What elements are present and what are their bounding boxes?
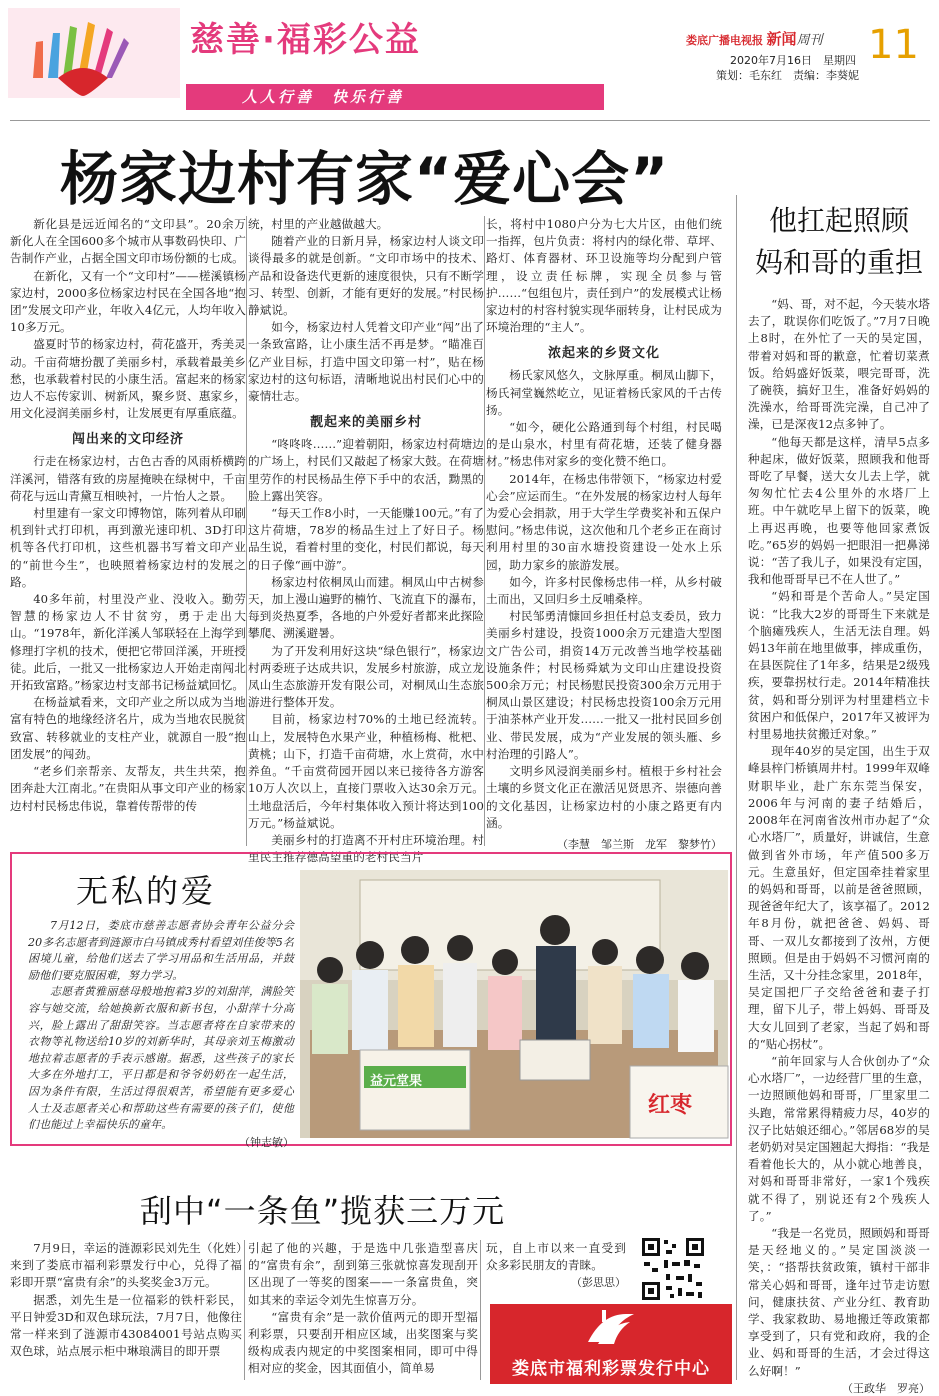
- paragraph: 长，将村中1080户分为七大片区，由他们统一指挥，包片负责：将村内的绿化带、草坪、路灯、体育器材、环卫设施等均分配到户管理，设立责任标牌，实现全员参与管护……“包组包片，责任到户”的发展模式让杨家边村的村容村貌实现华丽转身，让村民成为环境治理的“主人”。: [486, 217, 722, 335]
- paragraph: “前年回家与人合伙创办了“众心水塔厂”，一边经营厂里的生意，一边照顾他妈和哥哥，厂里家里二头跑，常常累得精疲力尽，40岁的汉子比姑娘还细心。”邻居68岁的吴老奶奶对吴定国翘起大拇指：“我是看着他长大的，从小就心地善良，对妈和哥哥非常好，一家1个残疾就不得了，别说还有2个残疾人了。”: [748, 1053, 930, 1223]
- paragraph: “妈、哥，对不起，今天装水塔去了，耽误你们吃饭了。”7月7日晚上8时，在外忙了一天的吴定国，带着对妈和哥的歉意，忙着切菜煮饭。给妈盛好饭菜，喂完哥哥，洗了碗筷，搞好卫生，准备好妈妈的洗澡水，给哥哥洗完澡，自己冲了澡，已是深夜12点多钟了。: [748, 297, 930, 432]
- article4-headline: 刮中“一条鱼”揽获三万元: [140, 1192, 506, 1230]
- column-divider: [480, 1240, 481, 1380]
- hands-heart-icon: [8, 8, 180, 98]
- volunteer-photo: [300, 870, 728, 1138]
- paragraph: 美丽乡村的打造离不开村庄环境治理。村里民主推荐德高望重的老村民当片: [248, 832, 484, 865]
- paragraph: 杨家边村依桐凤山而建。桐凤山中古树参天，加上漫山遍野的楠竹、飞流直下的瀑布，每到炎热夏季，各地的户外爱好者都来此探险攀爬、溯溪避暑。: [248, 574, 484, 641]
- paragraph: “我是一名党员，照顾妈和哥哥是天经地义的。”吴定国淡淡一笑，：“搭帮扶贫政策，镇村干部非常关心妈和哥哥，逢年过节走访慰问，健康扶贫、产业分红、教育助学、我家救助、易地搬迁等政策都享受到了，只有党和政府，我的企业、妈和哥哥的生活，才会过得这么好啊！”: [748, 1225, 930, 1378]
- article1-col1: [10, 216, 246, 856]
- section-title: 慈善·福彩公益: [190, 20, 421, 60]
- article1-headline: 杨家边村有家“爱心会”: [60, 145, 670, 213]
- paragraph: “老乡们亲帮亲、友帮友，共生共荣，抱团奔赴大江南北。”在贵阳从事文印产业的杨家边村村民杨忠伟说，靠着传帮带的传: [10, 764, 246, 813]
- byline: （彭思思）: [571, 1276, 626, 1290]
- headline-line: 他扛起照顾: [768, 204, 909, 237]
- paragraph: 行走在杨家边村，古色古香的风雨桥横跨洋溪河，错落有致的房屋掩映在绿树中，千亩荷花与远山青黛互相映衬，一片怡人之景。: [10, 454, 246, 503]
- editors: 策划：毛东红 责编：李葵妮: [716, 69, 859, 82]
- paragraph: 杨氏家风悠久，文脉厚重。桐凤山脚下，杨氏祠堂巍然屹立，见证着杨氏家风的千古传扬。: [486, 368, 722, 417]
- paragraph: 新化县是远近闻名的“文印县”。20余万新化人在全国600多个城市从事数码快印、广告制作产业，占据全国文印市场份额的七成。: [10, 217, 246, 266]
- paragraph: “他每天都是这样，清早5点多种起床，做好饭菜，照顾我和他哥哥吃了早餐，送大女儿去上学，就匆匆忙忙去4公里外的水塔厂上班。中午就吃早上留下的饭菜，晚上再迟再晚，也要等他回家煮饭吃。”65岁的妈妈一把眼泪一把鼻涕说：“苦了我儿子，如果没有定国，我和他哥哥早已不在人世了。”: [748, 434, 930, 587]
- paragraph: 在新化，又有一个“文印村”——槎溪镇杨家边村，2000多位杨家边村民在全国各地“抱团”发展文印产业，年收入4亿元，人均年收入10多万元。: [10, 268, 246, 335]
- paragraph: 随着产业的日新月异，杨家边村人谈文印谈得最多的就是创新。“文印市场中的技术、产品和设备迭代更新的速度很快，只有不断学习、转型、创新，才能有更好的发展。”村民杨静斌说。: [248, 234, 484, 318]
- article3-headline: 无私的爱: [76, 872, 217, 910]
- byline: （李慧 邹兰斯 龙军 黎梦竹）: [557, 837, 722, 851]
- gift-box-label: 红枣: [648, 1093, 693, 1118]
- article1-col3: [486, 216, 722, 851]
- paragraph: “妈和哥是个苦命人。”吴定国说：“比我大2岁的哥哥生下来就是个脑瘫残疾人，生活无法自理。妈妈13年前在地里做事，摔成重伤，在县医院住了1年多，结果是2级残疾，要靠拐杖行走。2014年精准扶贫，妈和哥分别评为村里建档立卡贫困户和低保户，2017年又被评为村里易地扶贫搬迁对象。”: [748, 589, 930, 742]
- gift-box-label: 益元堂果: [370, 1074, 423, 1089]
- paragraph: 志愿者黄雅丽慈母般地抱着3岁的刘甜萍，满脸笑容与她交流，给她换新衣服和新书包，小甜萍十分高兴，脸上露出了甜甜笑容。当志愿者将在自家带来的衣物等礼物送给10岁的刘新华时，其母亲刘玉梅激动地拉着志愿者的手表示感谢。据悉，这些孩子的家长大多在外地打工，平日都是和爷爷奶奶在一起生活，因为条件有限，生活过得很艰苦，希望能有更多爱心人士及志愿者关心和帮助这些有需要的孩子们，使他们也能过上幸福快乐的童年。: [28, 985, 294, 1132]
- page-number: 11: [868, 22, 919, 68]
- article1-col2: [248, 216, 484, 865]
- article2-body: [748, 296, 930, 1395]
- article4-col2: [248, 1240, 478, 1385]
- qr-code-icon: [640, 1236, 706, 1302]
- paragraph: “如今，硬化公路通到每个村组，村民喝的是山泉水，村里有荷花塘，还装了健身器材。”杨忠伟对家乡的变化赞不绝口。: [486, 420, 722, 469]
- paragraph: “富贵有余”是一款价值两元的即开型福利彩票，只要刮开相应区域，出奖图案与奖级构成表内规定的中奖图案相同，即可中得相对应的奖金，因其面值小，简单易: [248, 1309, 478, 1376]
- paragraph: 统，村里的产业越做越大。: [248, 217, 389, 231]
- welfare-lottery-logo-icon: [582, 1308, 640, 1350]
- article3-body: [28, 918, 294, 1149]
- subheading: 浓起来的乡贤文化: [547, 346, 660, 362]
- headline-line: 妈和哥的重担: [754, 246, 923, 279]
- article4-col3: [486, 1240, 626, 1300]
- byline: （钟志敏）: [239, 1135, 294, 1149]
- column-divider: [484, 216, 485, 846]
- paragraph: 现年40岁的吴定国，出生于双峰县梓门桥镇周井村。1999年双峰财职毕业，赴广东东莞当保安，2006年与河南的妻子结婚后，2008年在河南省汝州市办起了“众心水塔厂”，质量好，讲诚信，生意做到省外市场，年产值500多万元。生意虽好，但定国牵挂着家里的妈妈和哥哥，以前是爸爸照顾，现爸爸年纪大了，该享福了。2012年8月份，就把爸爸、妈妈、哥哥、一双儿女都接到了汝州，方便照顾。但是由于妈妈不习惯河南的生活，又十分挂念家里，2018年，吴定国把厂子交给爸爸和妻子打理，留下儿子，带上妈妈、哥哥及大女儿回到了老家，当起了妈和哥的“贴心拐杖”。: [748, 744, 930, 1051]
- paragraph: 文明乡风浸润美丽乡村。植根于乡村社会土壤的乡贤文化正在激活见贤思齐、崇德向善的文化基因，让杨家边村的小康之路更有内涵。: [486, 764, 722, 830]
- qr-code: [640, 1236, 706, 1302]
- paper-name-suffix: 周刊: [796, 33, 823, 48]
- article4-col1: [10, 1240, 242, 1385]
- welfare-lottery-ad: [490, 1304, 732, 1384]
- paragraph: “咚咚咚……”迎着朝阳，杨家边村荷塘边的广场上，村民们又敲起了杨家大鼓。在荷塘里劳作的村民杨品生停下手中的农活，黝黑的脸上露出笑容。: [248, 437, 484, 503]
- article2-headline: [744, 200, 934, 284]
- paragraph: 7月9日，幸运的涟源彩民刘先生（化姓）来到了娄底市福利彩票发行中心，兑得了福彩即开票“富贵有余”的头奖奖金3万元。: [10, 1241, 242, 1290]
- paper-name: [686, 28, 823, 49]
- header-rule: [10, 120, 930, 121]
- paragraph: 目前，杨家边村70%的土地已经流转。山上，发展特色水果产业，种植杨梅、枇杷、黄桃；山下，打造千亩荷塘，水上赏荷，水中养鱼。“千亩赏荷园开园以来已接待各方游客10万人次以上，直接门票收入达30余万元。土地盘活后，今年村集体收入预计将达到100万元。”杨益斌说。: [248, 712, 484, 830]
- paragraph: “每天工作8小时，一天能赚100元。”有了这片荷塘，78岁的杨品生过上了好日子。杨品生说，看着村里的变化，村民们都说，每天的日子像“画中游”。: [248, 506, 484, 572]
- paragraph: 40多年前，村里没产业、没收入。勤劳智慧的杨家边人不甘贫穷，勇于走出大山。“1978年，新化洋溪人邹联轻在上海学到修理打字机的技术，便把它带回洋溪，开班授徒。此后，一批又一批杨家边人开始走南闯北开拓致富路。”杨家边村支部书记杨益斌回忆。: [10, 592, 246, 693]
- paragraph: 为了开发利用好这块“绿色银行”，杨家边村两委班子达成共识，发展乡村旅游，成立龙凤山生态旅游开发有限公司，对桐凤山生态旅游进行整体开发。: [248, 643, 484, 710]
- paragraph: 盛夏时节的杨家边村，荷花盛开，秀美灵动。千亩荷塘扮靓了美丽乡村，承载着最美乡愁，也承载着村民的小康生活。富起来的杨家边人不忘传家训、树新风，聚乡贤、惠家乡，用文化浸润美丽乡村，让发展更有厚重底蕴。: [10, 337, 246, 421]
- subheading: 闯出来的文印经济: [71, 432, 184, 448]
- paragraph: 2014年，在杨忠伟带领下，“杨家边村爱心会”应运而生。“在外发展的杨家边村人每年为爱心会捐款，用于大学生学费奖补和五保户慰问。”杨忠伟说，这次他和几个老乡正在商讨利用村里的30亩水塘投资建设一处水上乐园，助力家乡的旅游发展。: [486, 471, 722, 572]
- column-divider: [246, 216, 247, 846]
- subheading: 靓起来的美丽乡村: [309, 415, 422, 431]
- paragraph: 村民邹勇清慷回乡担任村总支委员，致力美丽乡村建设，投资1000余万元建造大型图文广告公司，捐资14万元改善当地学校基础设施条件；村民杨舜斌为文印山庄建设投资500余万元；村民杨慰民投资300余万元用于桐凤山景区建设；村民杨忠投资100余万元用于油茶林产业开发……一批又一批村民回乡创业、带民发展，成为“产业发展的领头雁、乡村治理的引路人”。: [486, 609, 722, 761]
- byline: （王政华 罗亮）: [842, 1381, 930, 1395]
- paragraph: 村里建有一家文印博物馆，陈列着从印刷机到针式打印机，再到激光速印机、3D打印机等各代打印机，这些机器书写着文印产业的“前世今生”，也映照着杨家边村的发展之路。: [10, 506, 246, 589]
- paragraph: 在杨益斌看来，文印产业之所以成为当地富有特色的地缘经济名片，成为当地农民脱贫致富、转移就业的支柱产业，就源自一股“抱团发展”的闯劲。: [10, 695, 246, 761]
- slogan-bar: [186, 84, 604, 110]
- slogan: 人人行善 快乐行善: [242, 88, 405, 106]
- column-divider: [736, 195, 737, 1380]
- paragraph: 引起了他的兴趣，于是选中几张造型喜庆的“富贵有余”，刮到第三张就惊喜发现刮开区出现了一等奖的图案——一条富贵鱼，突如其来的幸运令刘先生惊喜万分。: [248, 1241, 478, 1307]
- ad-text: 娄底市福利彩票发行中心: [512, 1359, 710, 1379]
- header-logo: [8, 8, 180, 98]
- column-divider: [244, 1240, 245, 1380]
- paragraph: 玩，自上市以来一直受到众多彩民朋友的青睐。: [486, 1241, 626, 1273]
- paragraph: 如今，杨家边村人凭着文印产业“闯”出了一条致富路，让小康生活不再是梦。“瞄准百亿产业目标，打造中国文印第一村”，贴在杨家边村的这句标语，清晰地说出村民们心中的豪情壮志。: [248, 320, 484, 404]
- paragraph: 7月12日，娄底市慈善志愿者协会青年公益分会20多名志愿者到涟源市白马镇成秀村看望刘佳俊等5名困境儿童，给他们送去了学习用品和生活用品，并鼓励他们要克服困难，努力学习。: [28, 919, 294, 982]
- paragraph: 如今，许多村民像杨忠伟一样，从乡村破土而出，又回归乡土反哺桑梓。: [486, 574, 722, 607]
- paper-name-main: 新闻: [766, 30, 797, 48]
- issue-date: 2020年7月16日 星期四: [730, 54, 856, 67]
- paragraph: 据悉，刘先生是一位福彩的铁杆彩民，平日钟爱3D和双色球玩法，7月7日，他像往常一样来到了涟源市43084001号站点购买双色球，站点展示柜中琳琅满目的即开票: [10, 1292, 242, 1359]
- paper-prefix: 娄底广播电视报: [686, 34, 763, 47]
